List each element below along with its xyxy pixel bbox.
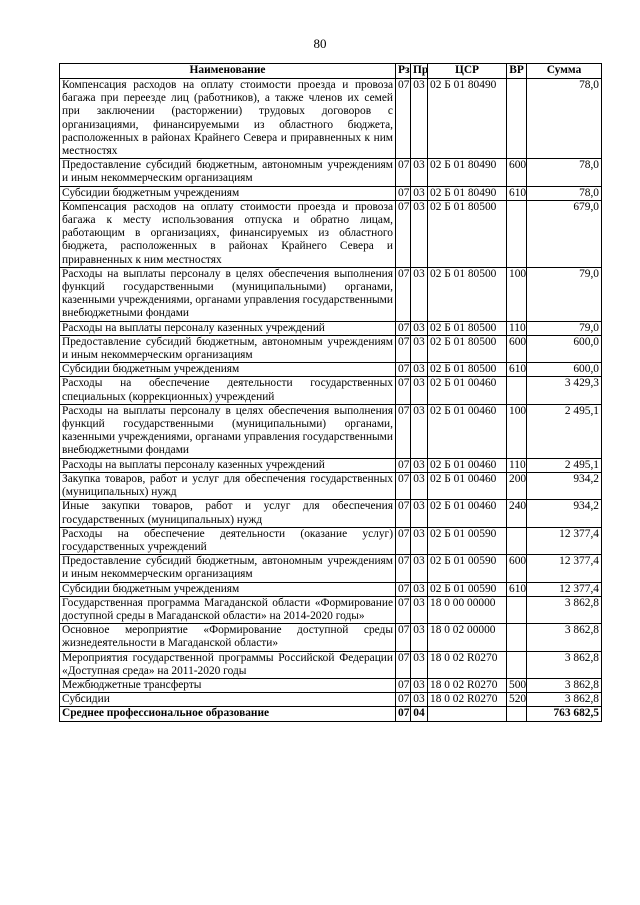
row-name: Расходы на обеспечение деятельности государственных специальных (коррекционных) учреждений xyxy=(60,377,396,404)
table-row xyxy=(60,693,602,707)
row-pr: 03 xyxy=(411,678,428,692)
budget-table xyxy=(59,63,602,722)
row-name: Компенсация расходов на оплату стоимости проезда и провоза багажа при переезде лиц (работников), а также членов их семей при заключении (расторжении) трудовых договоров с организациями, финансируемыми из областного бюджета, расположенных в районах Крайнего Севера и приравненных к ним местностях xyxy=(60,79,396,159)
row-rz: 07 xyxy=(396,472,411,499)
row-sum: 3 862,8 xyxy=(527,624,602,651)
row-csr: 02 Б 01 00590 xyxy=(428,582,507,596)
row-vr xyxy=(507,707,527,721)
row-sum: 763 682,5 xyxy=(527,707,602,721)
row-pr: 03 xyxy=(411,200,428,267)
header-csr: ЦСР xyxy=(428,64,507,79)
row-sum: 12 377,4 xyxy=(527,555,602,582)
header-name: Наименование xyxy=(60,64,396,79)
row-rz: 07 xyxy=(396,582,411,596)
row-csr: 02 Б 01 80500 xyxy=(428,363,507,377)
row-name: Расходы на выплаты персоналу в целях обеспечения выполнения функций государственными (муниципальными) органами, казенными учреждениями, органами управления государственными внебюджетными фондами xyxy=(60,404,396,458)
row-vr: 100 xyxy=(507,267,527,321)
row-vr xyxy=(507,596,527,623)
row-sum: 600,0 xyxy=(527,363,602,377)
row-csr: 02 Б 01 00590 xyxy=(428,555,507,582)
row-rz: 07 xyxy=(396,321,411,335)
row-csr: 02 Б 01 00460 xyxy=(428,472,507,499)
row-rz: 07 xyxy=(396,377,411,404)
row-vr: 200 xyxy=(507,472,527,499)
row-rz: 07 xyxy=(396,79,411,159)
row-vr: 600 xyxy=(507,555,527,582)
row-csr: 02 Б 01 80490 xyxy=(428,159,507,186)
table-header-row xyxy=(60,64,602,79)
row-pr: 03 xyxy=(411,555,428,582)
row-sum: 3 862,8 xyxy=(527,693,602,707)
row-rz: 07 xyxy=(396,159,411,186)
row-csr: 02 Б 01 80500 xyxy=(428,200,507,267)
row-vr: 110 xyxy=(507,458,527,472)
table-row xyxy=(60,404,602,458)
row-name: Расходы на выплаты персоналу казенных учреждений xyxy=(60,321,396,335)
row-name: Субсидии xyxy=(60,693,396,707)
table-row xyxy=(60,458,602,472)
row-sum: 12 377,4 xyxy=(527,582,602,596)
row-vr: 610 xyxy=(507,186,527,200)
row-vr: 240 xyxy=(507,500,527,527)
row-sum: 3 862,8 xyxy=(527,678,602,692)
row-csr: 18 0 02 R0270 xyxy=(428,693,507,707)
row-rz: 07 xyxy=(396,693,411,707)
header-sum: Сумма xyxy=(527,64,602,79)
table-row xyxy=(60,79,602,159)
row-csr: 18 0 02 00000 xyxy=(428,624,507,651)
row-pr: 03 xyxy=(411,377,428,404)
row-rz: 07 xyxy=(396,707,411,721)
row-csr: 02 Б 01 00460 xyxy=(428,458,507,472)
row-rz: 07 xyxy=(396,500,411,527)
table-row xyxy=(60,200,602,267)
row-vr xyxy=(507,651,527,678)
row-csr: 02 Б 01 80490 xyxy=(428,79,507,159)
row-rz: 07 xyxy=(396,678,411,692)
row-vr xyxy=(507,527,527,554)
row-name: Закупка товаров, работ и услуг для обеспечения государственных (муниципальных) нужд xyxy=(60,472,396,499)
row-sum: 78,0 xyxy=(527,159,602,186)
row-vr: 610 xyxy=(507,582,527,596)
row-sum: 3 862,8 xyxy=(527,651,602,678)
row-csr: 02 Б 01 00590 xyxy=(428,527,507,554)
table-row xyxy=(60,335,602,362)
table-row xyxy=(60,651,602,678)
row-sum: 3 429,3 xyxy=(527,377,602,404)
row-rz: 07 xyxy=(396,186,411,200)
row-vr: 600 xyxy=(507,159,527,186)
row-name: Предоставление субсидий бюджетным, автономным учреждениям и иным некоммерческим организациям xyxy=(60,555,396,582)
row-pr: 03 xyxy=(411,500,428,527)
row-rz: 07 xyxy=(396,596,411,623)
row-vr xyxy=(507,377,527,404)
row-pr: 03 xyxy=(411,527,428,554)
table-row xyxy=(60,527,602,554)
table-row xyxy=(60,472,602,499)
row-name: Межбюджетные трансферты xyxy=(60,678,396,692)
row-csr: 02 Б 01 00460 xyxy=(428,500,507,527)
row-name: Предоставление субсидий бюджетным, автономным учреждениям и иным некоммерческим организациям xyxy=(60,159,396,186)
page-number: 80 xyxy=(313,36,327,51)
table-row xyxy=(60,707,602,721)
table-row xyxy=(60,582,602,596)
row-pr: 03 xyxy=(411,335,428,362)
row-vr: 500 xyxy=(507,678,527,692)
row-name: Среднее профессиональное образование xyxy=(60,707,396,721)
row-vr xyxy=(507,200,527,267)
row-vr: 100 xyxy=(507,404,527,458)
row-vr xyxy=(507,624,527,651)
table-row xyxy=(60,321,602,335)
row-pr: 03 xyxy=(411,651,428,678)
row-csr: 02 Б 01 80490 xyxy=(428,186,507,200)
row-pr: 03 xyxy=(411,267,428,321)
row-rz: 07 xyxy=(396,363,411,377)
row-pr: 03 xyxy=(411,596,428,623)
row-name: Субсидии бюджетным учреждениям xyxy=(60,363,396,377)
row-pr: 04 xyxy=(411,707,428,721)
row-rz: 07 xyxy=(396,267,411,321)
row-csr: 18 0 02 R0270 xyxy=(428,651,507,678)
row-vr xyxy=(507,79,527,159)
row-csr: 02 Б 01 80500 xyxy=(428,267,507,321)
table-row xyxy=(60,363,602,377)
header-pr: Пр xyxy=(411,64,428,79)
row-pr: 03 xyxy=(411,458,428,472)
row-name: Субсидии бюджетным учреждениям xyxy=(60,582,396,596)
table-row xyxy=(60,678,602,692)
row-name: Компенсация расходов на оплату стоимости проезда и провоза багажа к месту использования отпуска и обратно лицам, работающим в организациях, финансируемых из областного бюджета, расположенных в районах Крайнего Севера и приравненных к ним местностях xyxy=(60,200,396,267)
row-name: Расходы на выплаты персоналу казенных учреждений xyxy=(60,458,396,472)
table-row xyxy=(60,267,602,321)
row-pr: 03 xyxy=(411,582,428,596)
row-csr: 18 0 02 R0270 xyxy=(428,678,507,692)
row-sum: 679,0 xyxy=(527,200,602,267)
row-csr: 02 Б 01 00460 xyxy=(428,377,507,404)
row-name: Мероприятия государственной программы Российской Федерации «Доступная среда» на 2011-2020 годы xyxy=(60,651,396,678)
row-rz: 07 xyxy=(396,527,411,554)
row-sum: 79,0 xyxy=(527,321,602,335)
row-pr: 03 xyxy=(411,363,428,377)
row-csr xyxy=(428,707,507,721)
row-sum: 79,0 xyxy=(527,267,602,321)
row-pr: 03 xyxy=(411,159,428,186)
row-pr: 03 xyxy=(411,186,428,200)
row-vr: 520 xyxy=(507,693,527,707)
header-rz: Рз xyxy=(396,64,411,79)
row-name: Основное мероприятие «Формирование доступной среды жизнедеятельности в Магаданской области» xyxy=(60,624,396,651)
header-vr: ВР xyxy=(507,64,527,79)
table-row xyxy=(60,500,602,527)
table-row xyxy=(60,624,602,651)
row-rz: 07 xyxy=(396,555,411,582)
table-row xyxy=(60,555,602,582)
row-sum: 2 495,1 xyxy=(527,404,602,458)
row-pr: 03 xyxy=(411,472,428,499)
row-rz: 07 xyxy=(396,624,411,651)
row-rz: 07 xyxy=(396,200,411,267)
row-sum: 78,0 xyxy=(527,186,602,200)
table-row xyxy=(60,159,602,186)
row-vr: 610 xyxy=(507,363,527,377)
row-vr: 600 xyxy=(507,335,527,362)
row-csr: 18 0 00 00000 xyxy=(428,596,507,623)
row-csr: 02 Б 01 00460 xyxy=(428,404,507,458)
table-row xyxy=(60,377,602,404)
row-csr: 02 Б 01 80500 xyxy=(428,321,507,335)
row-rz: 07 xyxy=(396,458,411,472)
row-rz: 07 xyxy=(396,335,411,362)
row-name: Расходы на обеспечение деятельности (оказание услуг) государственных учреждений xyxy=(60,527,396,554)
row-sum: 2 495,1 xyxy=(527,458,602,472)
row-sum: 600,0 xyxy=(527,335,602,362)
row-pr: 03 xyxy=(411,404,428,458)
row-name: Иные закупки товаров, работ и услуг для обеспечения государственных (муниципальных) нужд xyxy=(60,500,396,527)
row-pr: 03 xyxy=(411,321,428,335)
row-vr: 110 xyxy=(507,321,527,335)
row-sum: 934,2 xyxy=(527,472,602,499)
row-sum: 934,2 xyxy=(527,500,602,527)
row-pr: 03 xyxy=(411,79,428,159)
row-sum: 3 862,8 xyxy=(527,596,602,623)
row-name: Государственная программа Магаданской области «Формирование доступной среды в Магаданской области» на 2014-2020 годы» xyxy=(60,596,396,623)
row-name: Расходы на выплаты персоналу в целях обеспечения выполнения функций государственными (муниципальными) органами, казенными учреждениями, органами управления государственными внебюджетными фондами xyxy=(60,267,396,321)
table-row xyxy=(60,186,602,200)
row-sum: 78,0 xyxy=(527,79,602,159)
row-pr: 03 xyxy=(411,693,428,707)
row-rz: 07 xyxy=(396,404,411,458)
row-name: Предоставление субсидий бюджетным, автономным учреждениям и иным некоммерческим организациям xyxy=(60,335,396,362)
row-pr: 03 xyxy=(411,624,428,651)
row-csr: 02 Б 01 80500 xyxy=(428,335,507,362)
row-rz: 07 xyxy=(396,651,411,678)
table-row xyxy=(60,596,602,623)
row-sum: 12 377,4 xyxy=(527,527,602,554)
row-name: Субсидии бюджетным учреждениям xyxy=(60,186,396,200)
